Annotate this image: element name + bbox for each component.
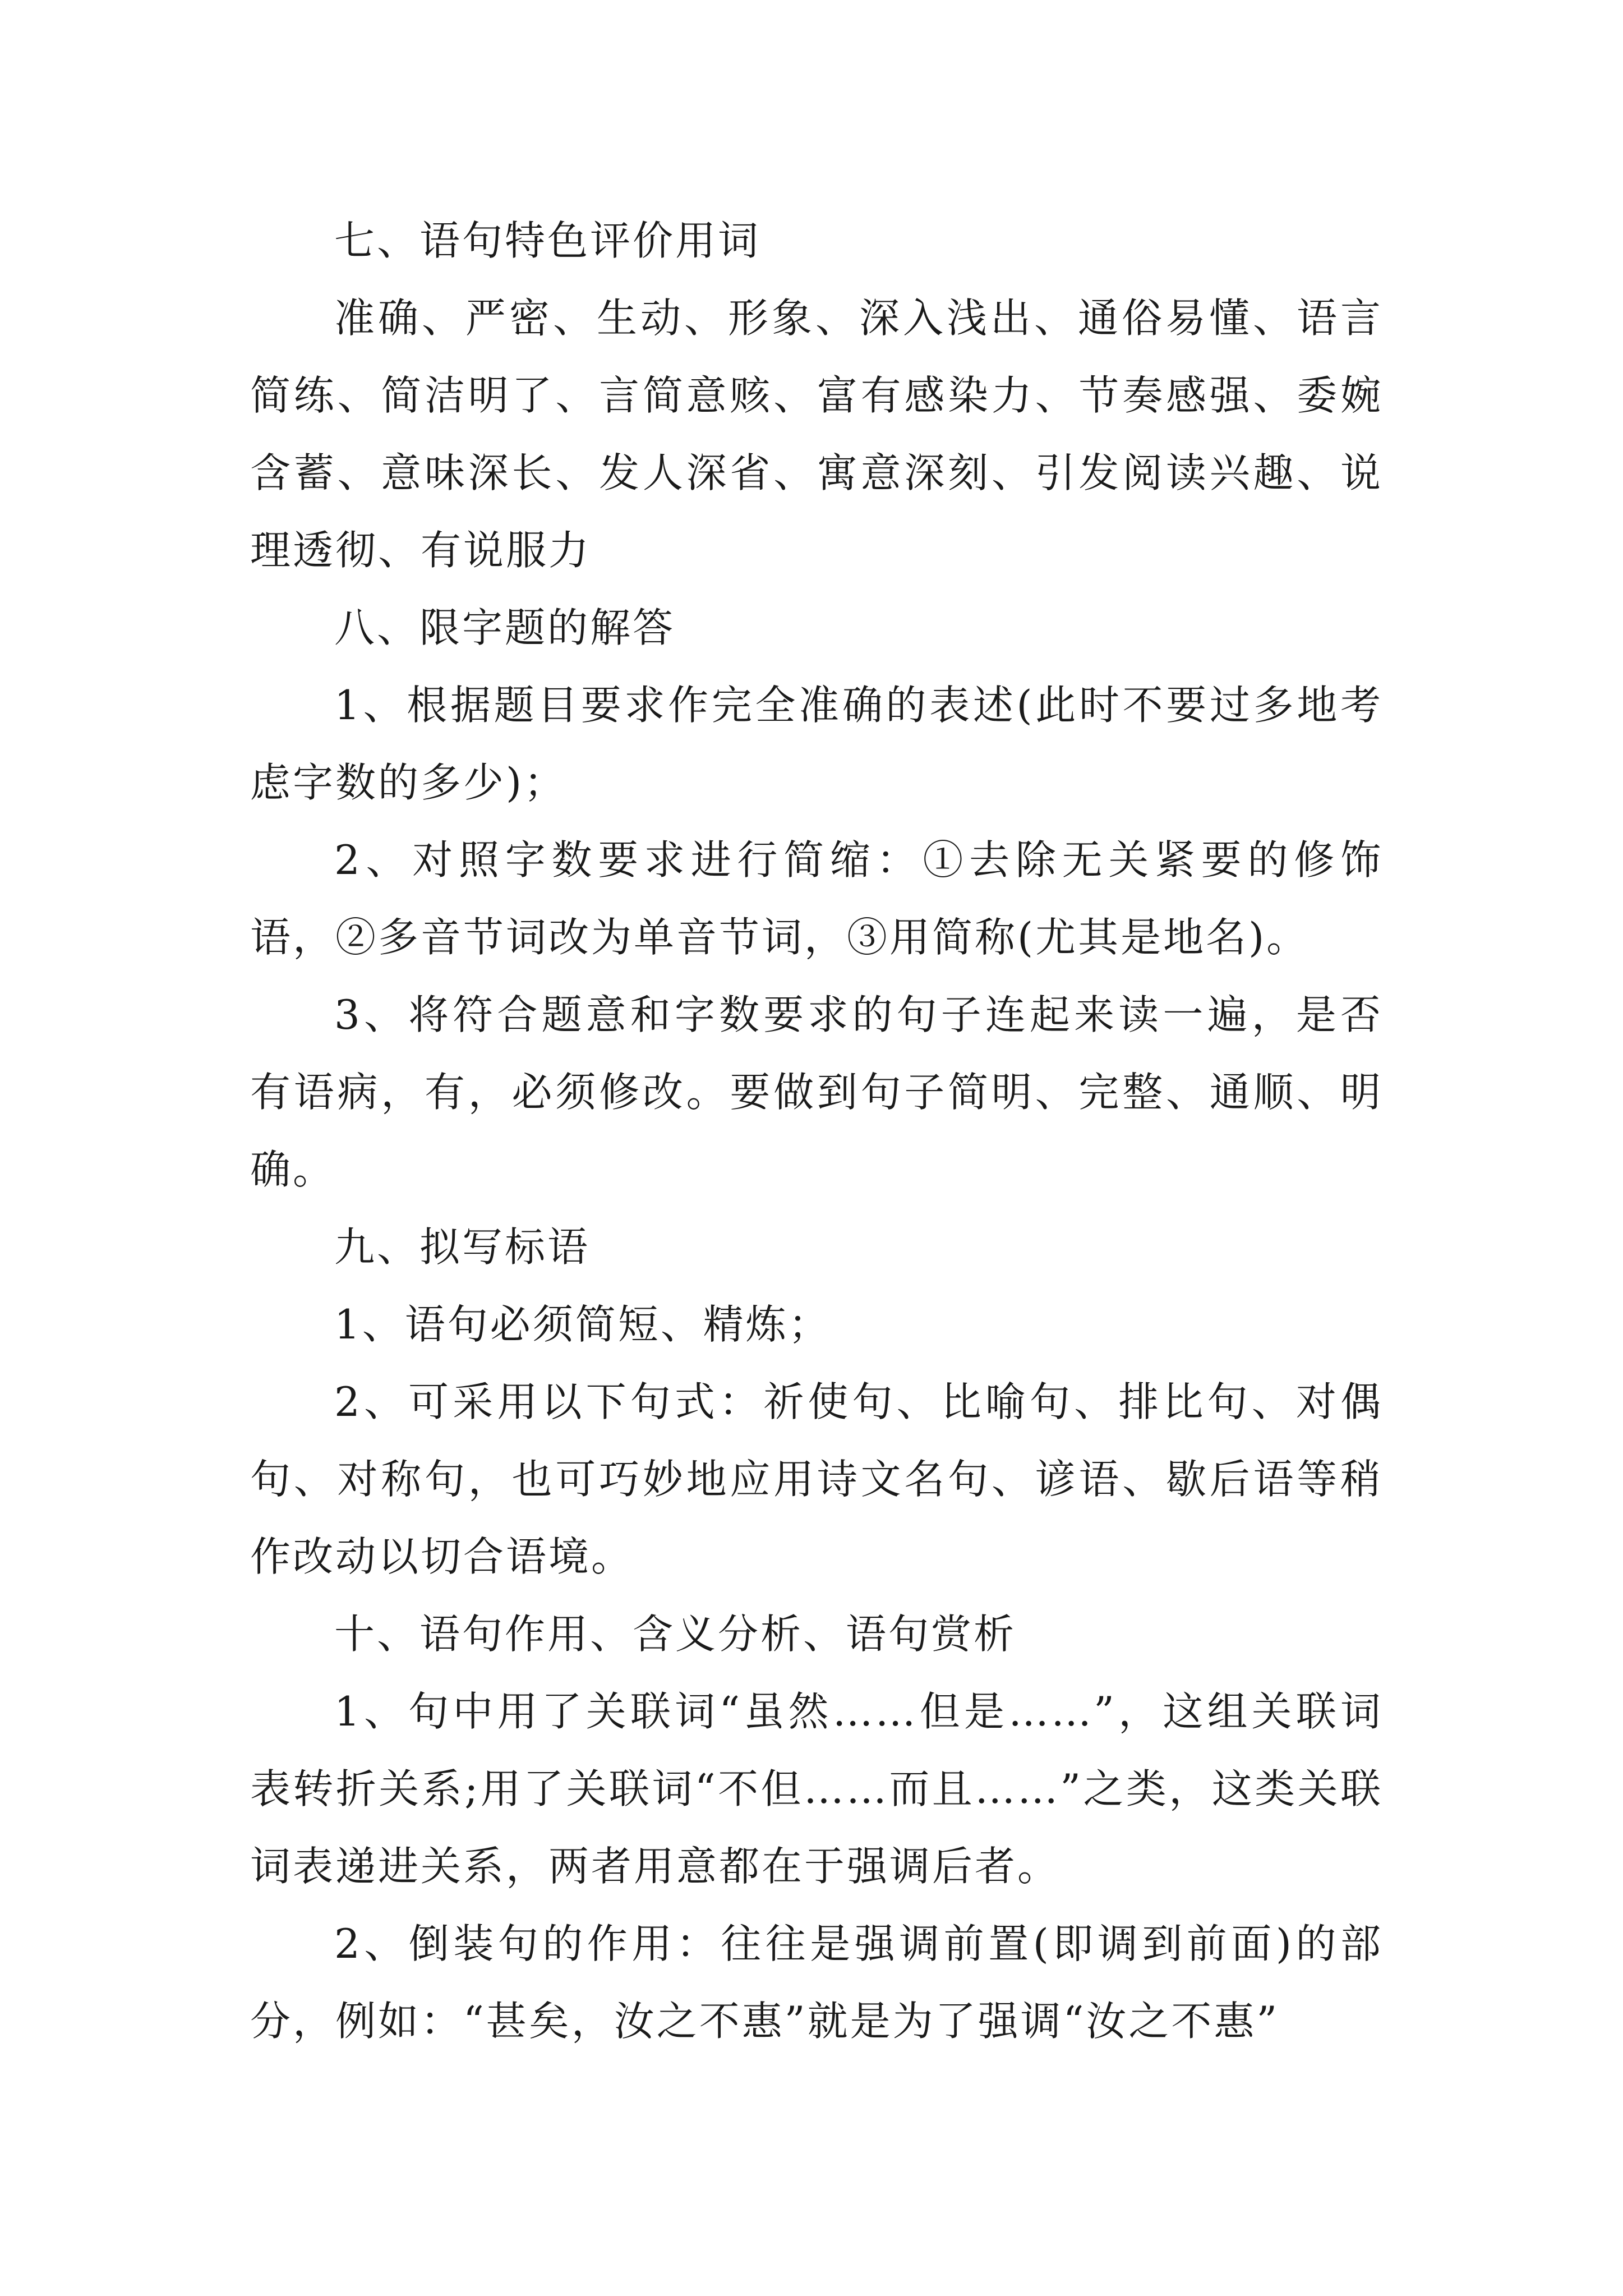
paragraph-sentence-analysis-1: 1、句中用了关联词“虽然……但是……”，这组关联词表转折关系;用了关联词“不但……而且……”之类，这类关联词表递进关系，两者用意都在于强调后者。 [250,1688,1383,1890]
section-heading-9: 九、拟写标语 [334,1223,591,1271]
paragraph-word-limit-2: 2、对照字数要求进行简缩：①去除无关紧要的修饰语，②多音节词改为单音节词，③用简称(尤其是地名)。 [250,836,1383,961]
document-body [250,202,1383,2060]
paragraph-evaluation-terms: 准确、严密、生动、形象、深入浅出、通俗易懂、语言简练、简洁明了、言简意赅、富有感染力、节奏感强、委婉含蓄、意味深长、发人深省、寓意深刻、引发阅读兴趣、说理透彻、有说服力 [250,295,1383,574]
section-heading-8: 八、限字题的解答 [334,604,676,651]
paragraph-slogan-1: 1、语句必须简短、精炼； [334,1301,831,1348]
section-heading-7: 七、语句特色评价用词 [334,217,761,264]
section-heading-10: 十、语句作用、含义分析、语句赏析 [334,1611,1017,1658]
paragraph-slogan-2: 2、可采用以下句式：祈使句、比喻句、排比句、对偶句、对称句，也可巧妙地应用诗文名句、谚语、歇后语等稍作改动以切合语境。 [250,1378,1383,1580]
paragraph-sentence-analysis-2: 2、倒装句的作用：往往是强调前置(即调到前面)的部分，例如：“甚矣，汝之不惠”就是为了强调“汝之不惠” [250,1920,1383,2045]
paragraph-word-limit-1: 1、根据题目要求作完全准确的表述(此时不要过多地考虑字数的多少)； [250,682,1383,806]
paragraph-word-limit-3: 3、将符合题意和字数要求的句子连起来读一遍，是否有语病，有，必须修改。要做到句子简明、完整、通顺、明确。 [250,991,1383,1193]
